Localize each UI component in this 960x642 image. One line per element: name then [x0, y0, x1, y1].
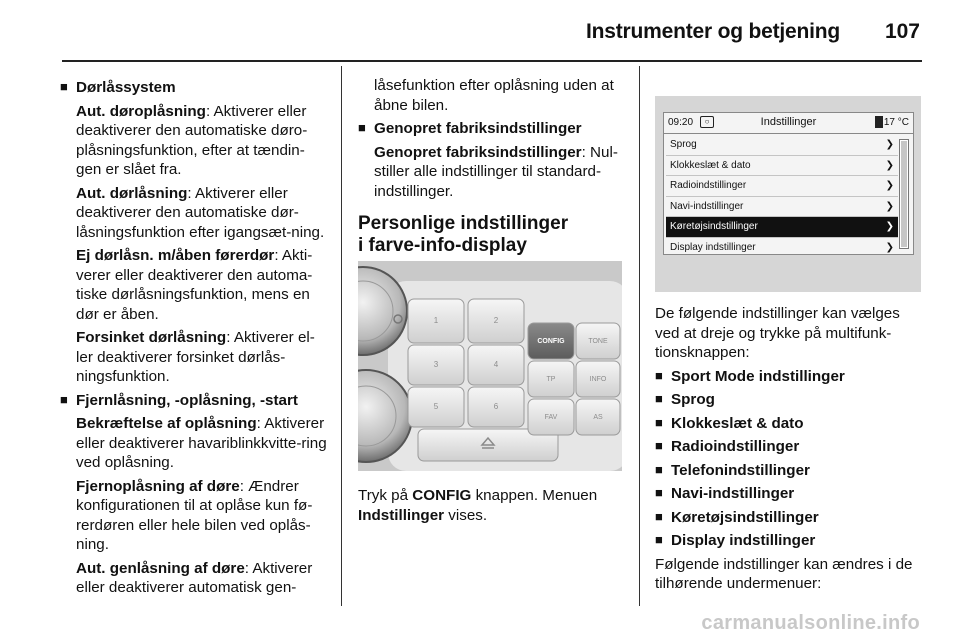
outro-text: Følgende indstillinger kan ændres i de tilhørende undermenuer: — [655, 555, 913, 592]
phone-icon — [875, 116, 883, 128]
menu-item-display[interactable]: Display indstillinger ❯ — [666, 238, 898, 258]
setting-auto-relock: Aut. genlåsning af døre: Aktiverer eller deaktiverer automatisk gen- — [76, 559, 313, 596]
bullet-display: ■ Display indstillinger — [655, 531, 921, 551]
chevron-right-icon: ❯ — [885, 221, 894, 232]
as-button-label: AS — [593, 414, 603, 421]
bullet-remote-lock: ■ Fjernlåsning, -oplåsning, -start — [60, 391, 328, 411]
menu-item-sprog[interactable]: Sprog ❯ — [666, 135, 898, 156]
chevron-right-icon: ❯ — [885, 159, 894, 171]
setting-remote-unlock: Fjernoplåsning af døre: Ændrer konfigurationen til at oplåse kun fø-rerdøren eller hele bilen ved oplås-ning. — [76, 477, 313, 553]
screen-clock: 09:20 — [668, 117, 694, 128]
fav-button-label: FAV — [544, 414, 558, 421]
page-number: 107 — [884, 20, 920, 43]
bullet-vehicle: ■ Køretøjsindstillinger — [655, 508, 921, 528]
control-panel-illustration — [358, 261, 622, 471]
screen-scrollbar[interactable] — [899, 139, 909, 249]
intro-text: De følgende indstillinger kan vælges ved at dreje og trykke på multifunk-tionsknappen: — [655, 305, 900, 361]
chevron-right-icon: ❯ — [885, 180, 894, 191]
screen-title: Indstillinger — [760, 116, 817, 128]
key-1: 1 — [433, 316, 439, 325]
page-title: Instrumenter og betjening — [585, 20, 840, 43]
control-panel-photo — [358, 261, 622, 471]
column-1 — [60, 74, 328, 598]
column-divider-2 — [639, 66, 640, 606]
bullet-phone: ■ Telefonindstillinger — [655, 461, 921, 481]
setting-delayed-lock: Forsinket dørlåsning: Aktiverer el-ler deaktiverer forsinket dørlås-ningsfunktion. — [76, 329, 315, 385]
chevron-right-icon: ❯ — [885, 200, 894, 212]
scroll-thumb[interactable] — [901, 141, 907, 247]
chevron-right-icon: ❯ — [885, 139, 894, 150]
header-rule — [62, 60, 922, 62]
settings-screen — [663, 112, 914, 255]
settings-screen-illustration — [655, 96, 921, 292]
bullet-door-lock-system: ■ Dørlåssystem — [60, 78, 328, 98]
page-header — [0, 0, 960, 60]
screen-status-bar — [664, 113, 913, 134]
photo-caption: Tryk på CONFIG knappen. Menuen Indstillinger vises. — [358, 487, 598, 524]
setting-factory-reset: Genopret fabriksindstillinger: Nul-stiller alle indstillinger til standard-indstillinger. — [374, 143, 618, 200]
bullet-time-date: ■ Klokkeslæt & dato — [655, 414, 921, 434]
setting-unlock-confirm: Bekræftelse af oplåsning: Aktiverer eller deaktiverer havariblinkkvitte-ring ved oplåsning. — [76, 415, 327, 471]
bullet-factory-reset: ■ Genopret fabriksindstillinger — [358, 119, 626, 139]
info-button-label: INFO — [589, 376, 607, 383]
screen-temperature: 17 °C — [883, 117, 909, 128]
bullet-language: ■ Sprog — [655, 390, 921, 410]
setting-no-lock-door-open: Ej dørlåsn. m/åben førerdør: Akti-verer eller deaktiverer den automa-tiske dørlåsningsfunktion, mens en dør er åben. — [76, 247, 313, 323]
watermark: carmanualsonline.info — [701, 612, 920, 634]
chevron-right-icon: ❯ — [885, 241, 894, 253]
config-button-label: CONFIG — [537, 338, 565, 345]
menu-item-klokkeslaet[interactable]: Klokkeslæt & dato ❯ — [666, 156, 898, 177]
key-3: 3 — [433, 360, 439, 369]
key-2: 2 — [493, 316, 499, 325]
menu-item-radio[interactable]: Radioindstillinger ❯ — [666, 176, 898, 197]
bullet-navi: ■ Navi-indstillinger — [655, 484, 921, 504]
tp-button-label: TP — [546, 376, 556, 383]
section-title: Personlige indstillinger i farve-info-display — [358, 213, 569, 256]
column-divider-1 — [341, 66, 342, 606]
bullet-sport-mode: ■ Sport Mode indstillinger — [655, 367, 921, 387]
tone-button-label: TONE — [588, 338, 608, 345]
media-icon: ○ — [700, 116, 714, 128]
menu-item-vehicle[interactable]: Køretøjsindstillinger ❯ — [666, 217, 898, 238]
key-5: 5 — [433, 402, 439, 411]
column-3 — [655, 304, 921, 594]
screen-menu — [666, 135, 898, 257]
setting-auto-lock: Aut. dørlåsning: Aktiverer eller deaktiverer den automatiske dør-låsningsfunktion efter igangsæt-ning. — [76, 184, 325, 241]
bullet-radio: ■ Radioindstillinger — [655, 437, 921, 457]
setting-auto-unlock: Aut. døroplåsning: Aktiverer eller deaktiverer den automatiske døro-plåsningsfunktion, efter at tændin-gen er slået fra. — [76, 102, 308, 178]
continued-text: låsefunktion efter oplåsning uden at åbne bilen. — [374, 77, 614, 114]
key-6: 6 — [493, 402, 499, 411]
menu-item-navi[interactable]: Navi-indstillinger ❯ — [666, 197, 898, 218]
column-2 — [358, 76, 626, 257]
key-4: 4 — [493, 360, 499, 369]
